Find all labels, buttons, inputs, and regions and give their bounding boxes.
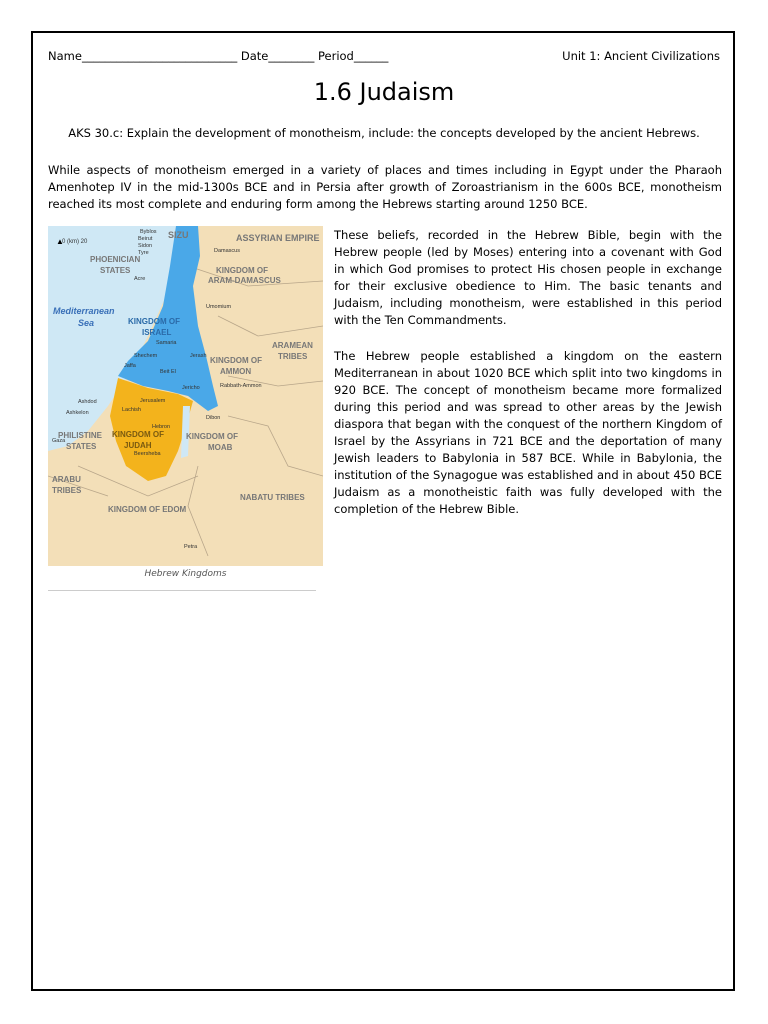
city-ashkelon: Ashkelon bbox=[66, 410, 89, 416]
label-arabu-2: TRIBES bbox=[52, 486, 82, 495]
label-judah-1: KINGDOM OF bbox=[112, 430, 164, 439]
unit-label: Unit 1: Ancient Civilizations bbox=[562, 49, 720, 63]
page-title: 1.6 Judaism bbox=[313, 78, 455, 106]
label-edom: KINGDOM OF EDOM bbox=[108, 505, 187, 514]
city-hebron: Hebron bbox=[152, 424, 171, 430]
period-label: Period bbox=[318, 49, 354, 63]
label-sizu: SIZU bbox=[168, 230, 189, 240]
city-rabbath: Rabbath-Ammon bbox=[220, 383, 262, 389]
label-moab-2: MOAB bbox=[208, 443, 233, 452]
map-scale: 0 (km) 20 bbox=[62, 239, 88, 245]
north-arrow-icon: ▲ bbox=[56, 237, 64, 246]
city-ashdod: Ashdod bbox=[78, 399, 97, 405]
city-byblos: Byblos bbox=[140, 229, 157, 235]
label-israel-2: ISRAEL bbox=[142, 328, 172, 337]
paragraph-covenant: These beliefs, recorded in the Hebrew Bible, begin with the Hebrew people (led by Moses) entering into a covenant with God in which God promises to protect His chosen people in exchange for their exclusive obedience to Him. The basic tenants and Judaism, including monotheism, were established in this period with the Ten Commandments. bbox=[334, 228, 722, 327]
date-label: Date bbox=[240, 49, 269, 63]
name-blank: ___________________________ bbox=[81, 49, 238, 63]
city-sidon: Sidon bbox=[138, 243, 153, 249]
label-moab-1: KINGDOM OF bbox=[186, 432, 238, 441]
label-ammon-1: KINGDOM OF bbox=[210, 356, 262, 365]
label-aram-2: ARAM-DAMASCUS bbox=[208, 276, 281, 285]
label-israel-1: KINGDOM OF bbox=[128, 317, 180, 326]
label-aramean-2: TRIBES bbox=[278, 352, 308, 361]
map-caption: Hebrew Kingdoms bbox=[144, 569, 227, 579]
city-beitel: Beit El bbox=[160, 369, 176, 375]
label-philistine-2: STATES bbox=[66, 442, 97, 451]
city-beirut: Beirut bbox=[138, 236, 153, 242]
label-sea-2: Sea bbox=[78, 318, 95, 328]
city-gaza: Gaza bbox=[52, 438, 66, 444]
name-label: Name bbox=[48, 49, 82, 63]
paragraph-kingdom: The Hebrew people established a kingdom on the eastern Mediterranean in about 1020 BCE which split into two kingdoms in 920 BCE. The concept of monotheism became more formalized during this period and was spread to other areas by the Jewish diaspora that began with the conquest of the northern Kingdom of Israel by the Assyrians in 721 BCE and the deportation of many Jewish leaders to Babylonia in 587 BCE. While in Babylonia, the institution of the Synagogue was established and in about 450 BCE Judaism as a monotheistic faith was fully developed with the completion of the Hebrew Bible. bbox=[334, 349, 722, 516]
label-ammon-2: AMMON bbox=[220, 367, 252, 376]
label-aramean-1: ARAMEAN bbox=[272, 341, 313, 350]
label-philistine-1: PHILISTINE bbox=[58, 431, 103, 440]
worksheet-header bbox=[48, 49, 720, 63]
hebrew-kingdoms-map bbox=[48, 226, 323, 566]
label-arabu-1: ARABU bbox=[52, 475, 81, 484]
date-blank: ________ bbox=[268, 49, 315, 63]
city-beersheba: Beersheba bbox=[134, 451, 161, 457]
city-lachish: Lachish bbox=[122, 407, 141, 413]
city-jericho: Jericho bbox=[182, 385, 200, 391]
label-phoenician-1: PHOENICIAN bbox=[90, 255, 141, 264]
label-judah-2: JUDAH bbox=[124, 441, 152, 450]
label-aram-1: KINGDOM OF bbox=[216, 266, 268, 275]
label-nabatu: NABATU TRIBES bbox=[240, 493, 305, 502]
label-assyrian: ASSYRIAN EMPIRE bbox=[236, 233, 320, 243]
city-jerusalem: Jerusalem bbox=[140, 398, 166, 404]
city-dibon: Dibon bbox=[206, 415, 221, 421]
city-jaffa: Jaffa bbox=[124, 363, 136, 369]
intro-paragraph: While aspects of monotheism emerged in a variety of places and times including in Egypt under the Pharaoh Amenhotep IV in the mid-1300s BCE and in Persia after growth of Zoroastrianism in the 600s BCE, monotheism reached its most complete and enduring form among the Hebrews starting around 1250 BCE. bbox=[48, 163, 722, 211]
label-sea-1: Mediterranean bbox=[53, 306, 115, 316]
caption-rule bbox=[48, 590, 316, 591]
label-phoenician-2: STATES bbox=[100, 266, 131, 275]
city-shechem: Shechem bbox=[134, 353, 158, 359]
city-umomium: Umomium bbox=[206, 304, 232, 310]
city-samaria: Samaria bbox=[156, 340, 177, 346]
period-blank: ______ bbox=[353, 49, 389, 63]
city-tyre: Tyre bbox=[138, 250, 149, 256]
city-damascus: Damascus bbox=[214, 248, 240, 254]
city-acre: Acre bbox=[134, 276, 146, 282]
city-jerash: Jerash bbox=[190, 353, 207, 359]
city-petra: Petra bbox=[184, 544, 198, 550]
standard-statement: AKS 30.c: Explain the development of monotheism, include: the concepts developed by the ancient Hebrews. bbox=[68, 126, 700, 140]
